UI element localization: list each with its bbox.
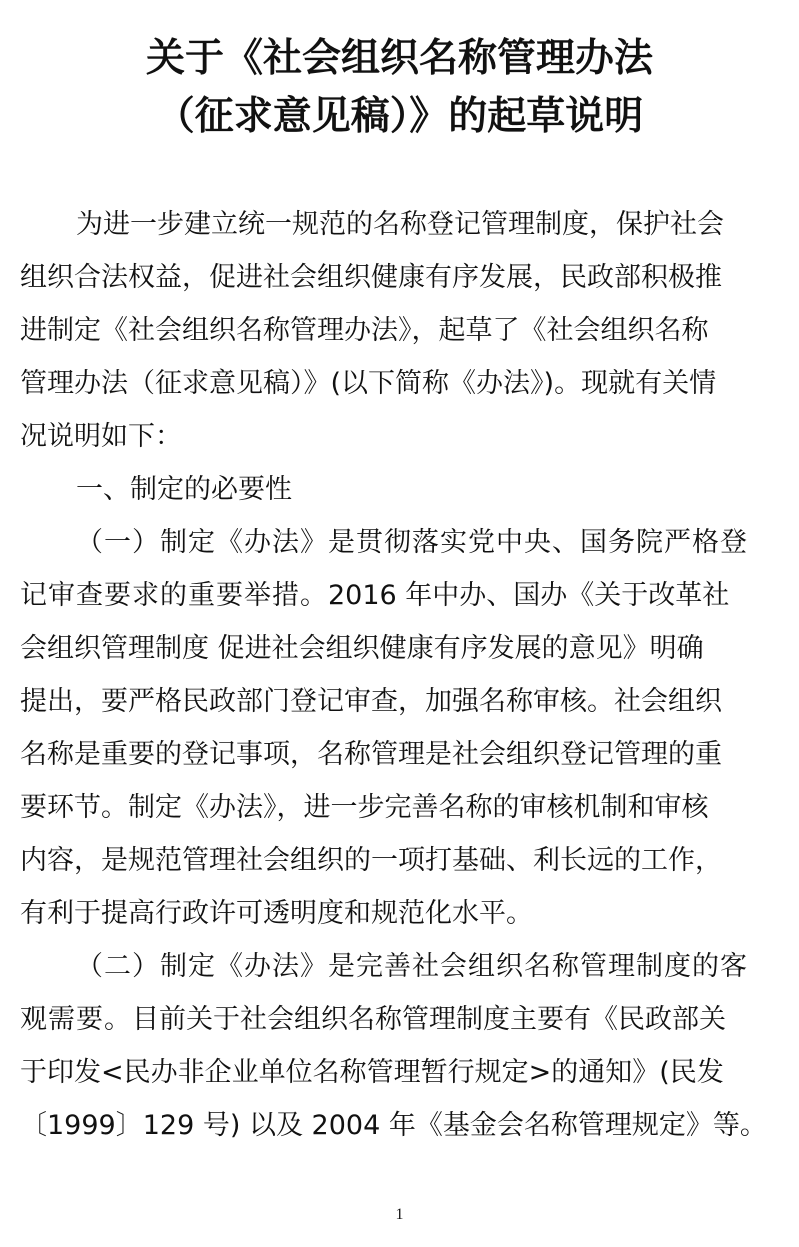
paragraph-line: 组织合法权益，促进社会组织健康有序发展，民政部积极推 — [20, 262, 722, 293]
paragraph-line: 况说明如下： — [20, 421, 182, 452]
paragraph-line: 提出，要严格民政部门登记审查，加强名称审核。社会组织 — [20, 686, 722, 717]
paragraph-line: 管理办法（征求意见稿）》(以下简称《办法》)。现就有关情 — [20, 368, 717, 399]
paragraph-line: 有利于提高行政许可透明度和规范化水平。 — [20, 898, 533, 929]
paragraph-line: 内容，是规范管理社会组织的一项打基础、利长远的工作， — [20, 845, 722, 876]
title-line-1: 关于《社会组织名称管理办法 — [145, 36, 653, 81]
paragraph-line: 〔1999〕129 号) 以及 2004 年《基金会名称管理规定》等。 — [20, 1110, 767, 1141]
paragraph-line: 为进一步建立统一规范的名称登记管理制度，保护社会 — [76, 209, 724, 240]
subsection-heading: （一）制定《办法》是贯彻落实党中央、国务院严格登 — [76, 527, 748, 558]
page-number: 1 — [395, 1206, 404, 1223]
title-line-2: （征求意见稿）》的起草说明 — [155, 94, 644, 139]
subsection-heading-tail: 观需要。 — [20, 1004, 132, 1035]
paragraph-line: 进制定《社会组织名称管理办法》，起草了《社会组织名称 — [20, 315, 709, 346]
document-title — [0, 30, 799, 146]
document-body — [20, 198, 778, 1152]
paragraph-text: 2016 年中办、国办《关于改革社 — [328, 580, 730, 611]
paragraph-line — [20, 569, 778, 622]
section-heading: 一、制定的必要性 — [76, 474, 292, 505]
paragraph-line — [20, 993, 778, 1046]
paragraph-line: 名称是重要的登记事项，名称管理是社会组织登记管理的重 — [20, 739, 722, 770]
paragraph-line: 会组织管理制度 促进社会组织健康有序发展的意见》明确 — [20, 633, 704, 664]
subsection-heading-tail: 记审查要求的重要举措。 — [20, 580, 328, 611]
paragraph-line: 于印发<民办非企业单位名称管理暂行规定>的通知》(民发 — [20, 1057, 724, 1088]
paragraph-text: 目前关于社会组织名称管理制度主要有《民政部关 — [132, 1004, 726, 1035]
paragraph-line: 要环节。制定《办法》，进一步完善名称的审核机制和审核 — [20, 792, 709, 823]
subsection-heading: （二）制定《办法》是完善社会组织名称管理制度的客 — [76, 951, 748, 982]
